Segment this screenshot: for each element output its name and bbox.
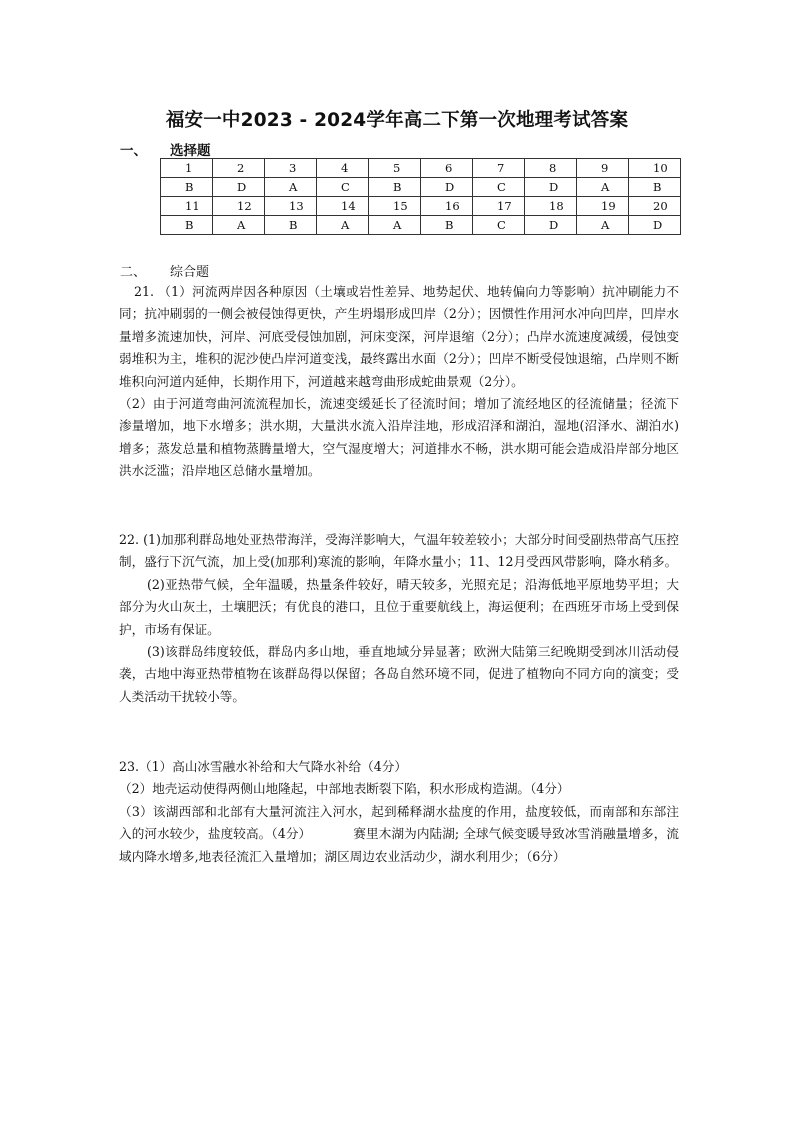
question-number-cell: 17 <box>473 197 525 216</box>
q23-part3-b: 赛里木湖为内陆湖; 全球气候变暖导致冰雪消融量增多，流域内降水增多,地表径流汇入量增加；湖区周边农业活动少，湖水利用少；（6分） <box>119 826 679 864</box>
question-number-cell: 10 <box>629 159 681 178</box>
answer-cell: C <box>473 178 525 197</box>
question-number-cell: 13 <box>265 197 317 216</box>
answer-cell: A <box>317 216 369 235</box>
section-1-label: 选择题 <box>170 143 211 159</box>
answer-cell: D <box>525 178 577 197</box>
question-number-cell: 8 <box>525 159 577 178</box>
section-2-heading <box>120 261 209 280</box>
question-number-cell: 6 <box>421 159 473 178</box>
question-number-cell: 12 <box>213 197 265 216</box>
answer-cell: D <box>213 178 265 197</box>
question-number-cell: 2 <box>213 159 265 178</box>
question-number-cell: 1 <box>161 159 213 178</box>
question-23 <box>119 756 679 868</box>
q23-part2: （2）地壳运动使得两侧山地隆起，中部地表断裂下陷，积水形成构造湖。（4分） <box>119 781 570 797</box>
answer-row <box>161 216 681 235</box>
q21-part1: 21. （1）河流两岸因各种原因（土壤或岩性差异、地势起伏、地转偏向力等影响）抗冲刷能力不同；抗冲刷弱的一侧会被侵蚀得更快，产生坍塌形成凹岸（2分）；因惯性作用河水冲向凹岸，凹岸水量增多流速加快，河岸、河底受侵蚀加剧，河床变深，河岸退缩（2分）；凸岸水流速度减缓，侵蚀变弱堆积为主，堆积的泥沙使凸岸河道变浅，最终露出水面（2分）；凹岸不断受侵蚀退缩，凸岸则不断堆积向河道内延伸，长期作用下，河道越来越弯曲形成蛇曲景观（2分）。 <box>119 284 679 389</box>
q22-part3: (3)该群岛纬度较低，群岛内多山地，垂直地域分异显著；欧洲大陆第三纪晚期受到冰川活动侵袭，古地中海亚热带植物在该群岛得以保留；各岛自然环境不同，促进了植物向不同方向的演变；受人类活动干扰较小等。 <box>119 644 679 704</box>
answer-cell: B <box>161 178 213 197</box>
q23-part3 <box>119 801 679 868</box>
question-number-cell: 14 <box>317 197 369 216</box>
answer-cell: A <box>265 178 317 197</box>
answer-table <box>160 158 681 235</box>
question-number-cell: 5 <box>369 159 421 178</box>
section-1-heading <box>120 139 211 159</box>
page-title: 福安一中2023 - 2024学年高二下第一次地理考试答案 <box>165 110 629 131</box>
question-21 <box>119 281 679 483</box>
section-2-label: 综合题 <box>170 265 210 280</box>
question-number-cell: 9 <box>577 159 629 178</box>
question-number-row <box>161 197 681 216</box>
answer-cell: A <box>577 216 629 235</box>
question-number-cell: 16 <box>421 197 473 216</box>
answer-cell: A <box>213 216 265 235</box>
q23-part3-a: （3）该湖西部和北部有大量河流注入河水，起到稀释湖水盐度的作用，盐度较低，而南部和东部注入的河水较少，盐度较高。（4分） <box>119 803 679 842</box>
question-number-row <box>161 159 681 178</box>
answer-cell: A <box>369 216 421 235</box>
question-number-cell: 3 <box>265 159 317 178</box>
answer-cell: A <box>577 178 629 197</box>
answer-cell: D <box>525 216 577 235</box>
question-number-cell: 11 <box>161 197 213 216</box>
q22-part2: (2)亚热带气候，全年温暖，热量条件较好，晴天较多，光照充足；沿海低地平原地势平坦；大部分为火山灰土，土壤肥沃；有优良的港口，且位于重要航线上，海运便利；在西班牙市场上受到保护，市场有保证。 <box>119 576 679 637</box>
q23-part1: 23.（1）高山冰雪融水补给和大气降水补给（4分） <box>119 759 407 774</box>
question-number-cell: 20 <box>629 197 681 216</box>
question-number-cell: 4 <box>317 159 369 178</box>
question-number-cell: 15 <box>369 197 421 216</box>
answer-cell: B <box>265 216 317 235</box>
answer-cell: B <box>161 216 213 235</box>
answer-cell: B <box>629 178 681 197</box>
question-22 <box>119 529 679 708</box>
section-2-number: 二、 <box>120 265 147 280</box>
q21-part2: （2）由于河道弯曲河流流程加长，流速变缓延长了径流时间；增加了流经地区的径流储量；径流下渗量增加，地下水增多；洪水期，大量洪水流入沿岸洼地，形成沼泽和湖泊，湿地(沼泽水、湖泊水)增多；蒸发总量和植物蒸腾量增大，空气湿度增大；河道排水不畅，洪水期可能会造成沿岸部分地区洪水泛滥；沿岸地区总储水量增加。 <box>119 396 679 479</box>
answer-cell: D <box>421 178 473 197</box>
question-number-cell: 18 <box>525 197 577 216</box>
answer-cell: C <box>473 216 525 235</box>
answer-cell: D <box>629 216 681 235</box>
answer-cell: B <box>369 178 421 197</box>
answer-cell: C <box>317 178 369 197</box>
q22-part1: 22. (1)加那利群岛地处亚热带海洋，受海洋影响大，气温年较差较小；大部分时间受副热带高气压控制，盛行下沉气流，加上受(加那利)寒流的影响，年降水量小；11、12月受西风带影响，降水稍多。 <box>119 532 679 570</box>
question-number-cell: 19 <box>577 197 629 216</box>
answer-cell: B <box>421 216 473 235</box>
answer-row <box>161 178 681 197</box>
question-number-cell: 7 <box>473 159 525 178</box>
section-1-number: 一、 <box>120 143 147 159</box>
